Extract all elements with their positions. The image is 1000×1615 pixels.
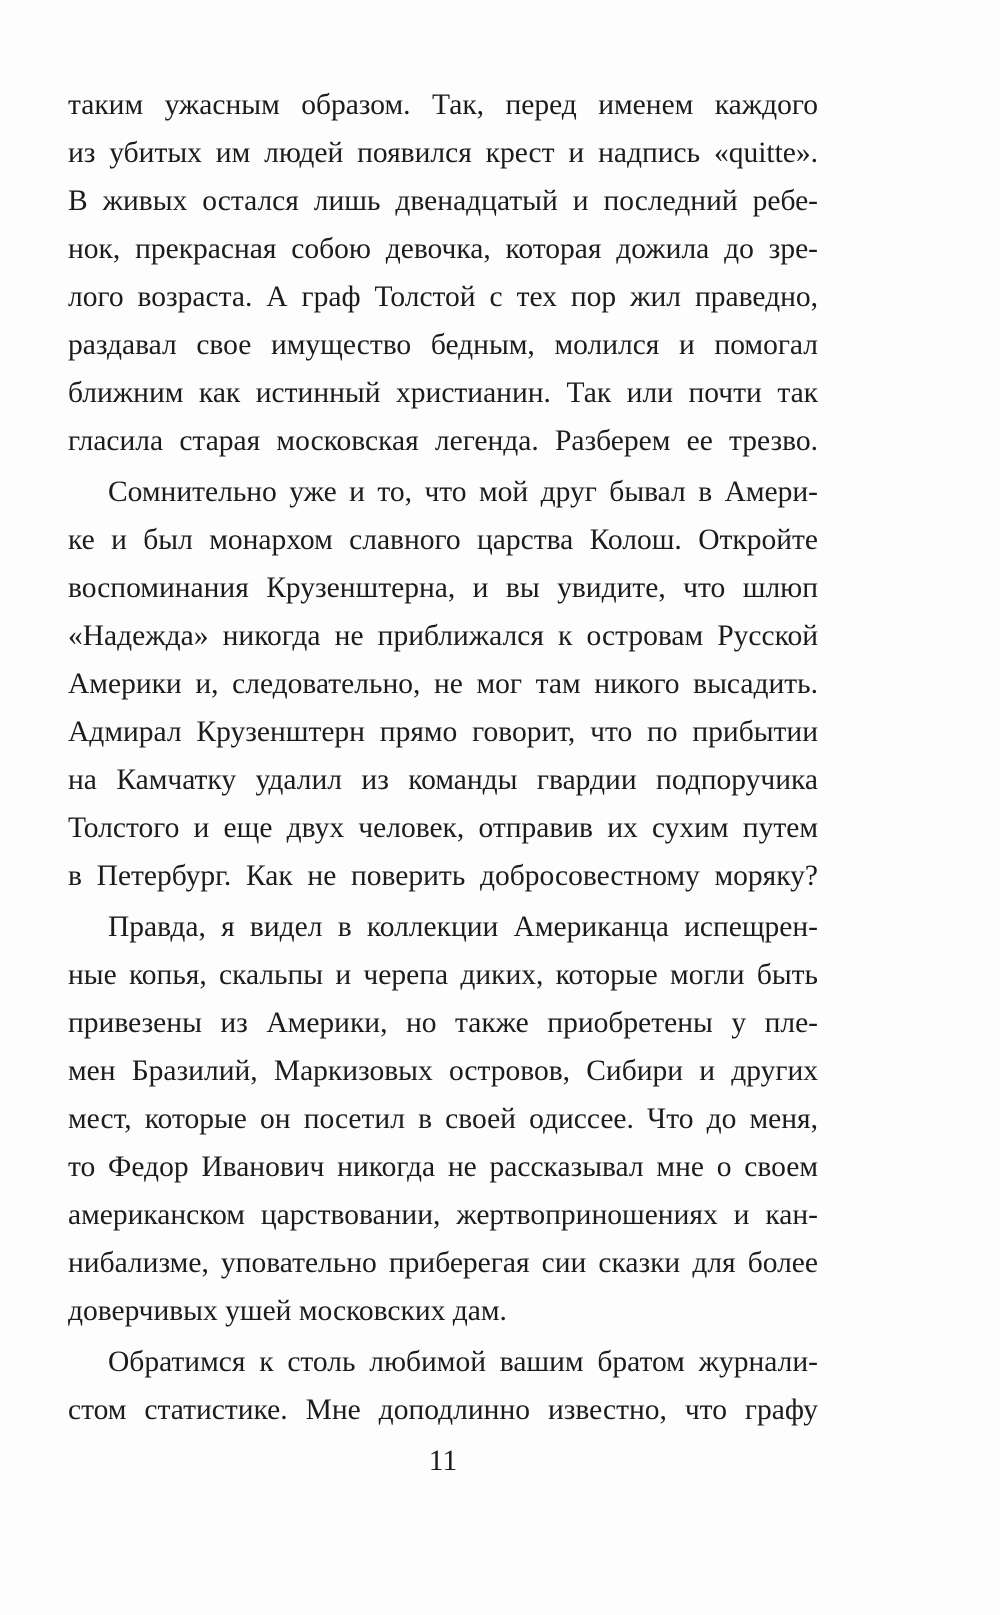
text-line: то Федор Иванович никогда не рассказывал мне о своем [68, 1151, 818, 1183]
paragraph-continued [68, 81, 818, 465]
text-line: В живых остался лишь двенадцатый и последний ребе- [68, 185, 818, 217]
text-line: Америки и, следовательно, не мог там никого высадить. [68, 668, 818, 700]
text-line: ные копья, скальпы и черепа диких, которые могли быть [68, 959, 818, 991]
text-line: Толстого и еще двух человек, отправив их сухим путем [68, 812, 818, 844]
text-line: американском царствовании, жертвоприношениях и кан- [68, 1199, 818, 1231]
text-line: на Камчатку удалил из команды гвардии подпоручика [68, 764, 818, 796]
text-line-paragraph-end: доверчивых ушей московских дам. [68, 1295, 507, 1327]
page-body-text [68, 81, 818, 1434]
text-line: Адмирал Крузенштерн прямо говорит, что по прибытии [68, 716, 818, 748]
text-line: привезены из Америки, но также приобретены у пле- [68, 1007, 818, 1039]
text-line: мен Бразилий, Маркизовых островов, Сибири и других [68, 1055, 818, 1087]
text-line: из убитых им людей появился крест и надпись «quitte». [68, 137, 818, 169]
text-line: раздавал свое имущество бедным, молился и помогал [68, 329, 818, 361]
paragraph [68, 468, 818, 900]
text-line: Сомнительно уже и то, что мой друг бывал в Амери- [108, 476, 818, 508]
text-line: ближним как истинный христианин. Так или почти так [68, 377, 818, 409]
paragraph [68, 903, 818, 1335]
text-line: лого возраста. А граф Толстой с тех пор жил праведно, [68, 281, 818, 313]
text-line: в Петербург. Как не поверить добросовестному моряку? [68, 860, 818, 892]
text-line: Обратимся к столь любимой вашим братом журнали- [108, 1346, 818, 1378]
paragraph [68, 1338, 818, 1434]
text-line: Правда, я видел в коллекции Американца испещрен- [108, 911, 818, 943]
text-line: стом статистике. Мне доподлинно известно, что графу [68, 1394, 818, 1426]
text-line: нок, прекрасная собою девочка, которая дожила до зре- [68, 233, 818, 265]
text-line: таким ужасным образом. Так, перед именем каждого [68, 89, 818, 121]
text-line: воспоминания Крузенштерна, и вы увидите, что шлюп [68, 572, 818, 604]
text-line: гласила старая московская легенда. Разберем ее трезво. [68, 425, 818, 457]
page-number: 11 [428, 1445, 458, 1477]
text-line: мест, которые он посетил в своей одиссее. Что до меня, [68, 1103, 818, 1135]
text-line: нибализме, уповательно приберегая сии сказки для более [68, 1247, 818, 1279]
text-line: ке и был монархом славного царства Колош. Откройте [68, 524, 818, 556]
text-line: «Надежда» никогда не приближался к островам Русской [68, 620, 818, 652]
